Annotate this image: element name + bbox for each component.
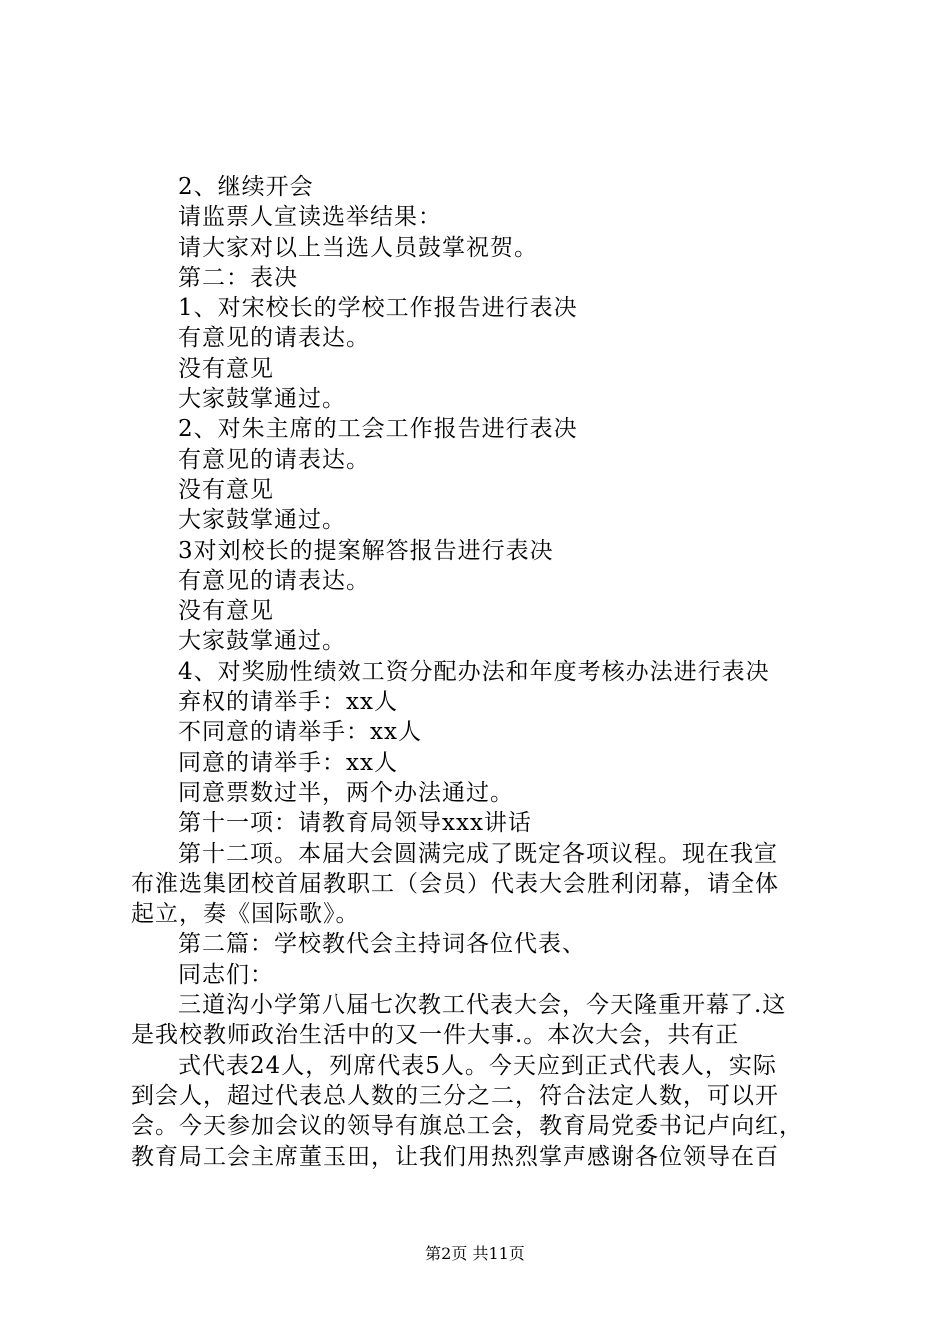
text-line: 请大家对以上当选人员鼓掌祝贺。 xyxy=(178,234,538,261)
paragraph-line: 到会人，超过代表总人数的三分之二，符合法定人数，可以开 xyxy=(131,1082,779,1109)
text-line: 2、对朱主席的工会工作报告进行表决 xyxy=(178,416,578,443)
text-line: 没有意见 xyxy=(178,598,274,625)
text-line: 有意见的请表达。 xyxy=(178,325,370,352)
text-line: 请监票人宣读选举结果： xyxy=(178,204,442,231)
text-line: 没有意见 xyxy=(178,355,274,382)
paragraph-line: 第十二项。本届大会圆满完成了既定各项议程。现在我宣 xyxy=(178,840,778,867)
paragraph-line: 教育局工会主席董玉田，让我们用热烈掌声感谢各位领导在百 xyxy=(131,1143,779,1170)
text-line: 大家鼓掌通过。 xyxy=(178,386,346,413)
text-line: 大家鼓掌通过。 xyxy=(178,628,346,655)
text-line: 第十一项：请教育局领导xxx讲话 xyxy=(178,810,532,837)
paragraph-line: 布淮选集团校首届教职工（会员）代表大会胜利闭幕，请全体 xyxy=(131,870,779,897)
text-line: 2、继续开会 xyxy=(178,174,314,200)
salutation: 同志们： xyxy=(178,961,274,988)
text-line: 3对刘校长的提案解答报告进行表决 xyxy=(178,537,554,564)
page-number-footer: 第2页 共11页 xyxy=(425,1244,525,1263)
section-heading: 第二：表决 xyxy=(178,264,298,291)
paragraph-line: 是我校教师政治生活中的又一件大事.。本次大会，共有正 xyxy=(131,1022,740,1049)
text-line: 4、对奖励性绩效工资分配办法和年度考核办法进行表决 xyxy=(178,658,770,685)
document-body xyxy=(131,172,831,1172)
text-line: 没有意见 xyxy=(178,476,274,503)
paragraph-line: 起立，奏《国际歌》。 xyxy=(131,901,360,928)
text-line: 1、对宋校长的学校工作报告进行表决 xyxy=(178,295,578,322)
text-line: 大家鼓掌通过。 xyxy=(178,507,346,534)
paragraph-line: 式代表24人，列席代表5人。今天应到正式代表人，实际 xyxy=(178,1052,777,1079)
text-line: 不同意的请举手：xx人 xyxy=(178,719,422,746)
text-line: 弃权的请举手：xx人 xyxy=(178,689,398,716)
paragraph-line: 会。今天参加会议的领导有旗总工会，教育局党委书记卢向红， xyxy=(131,1113,803,1140)
text-line: 有意见的请表达。 xyxy=(178,446,370,473)
text-line: 同意的请举手：xx人 xyxy=(178,749,398,776)
text-line: 有意见的请表达。 xyxy=(178,567,370,594)
paragraph-line: 三道沟小学第八届七次教工代表大会，今天隆重开幕了.这 xyxy=(178,992,787,1019)
text-line: 同意票数过半，两个办法通过。 xyxy=(178,779,514,806)
section-heading: 第二篇：学校教代会主持词各位代表、 xyxy=(178,931,586,958)
